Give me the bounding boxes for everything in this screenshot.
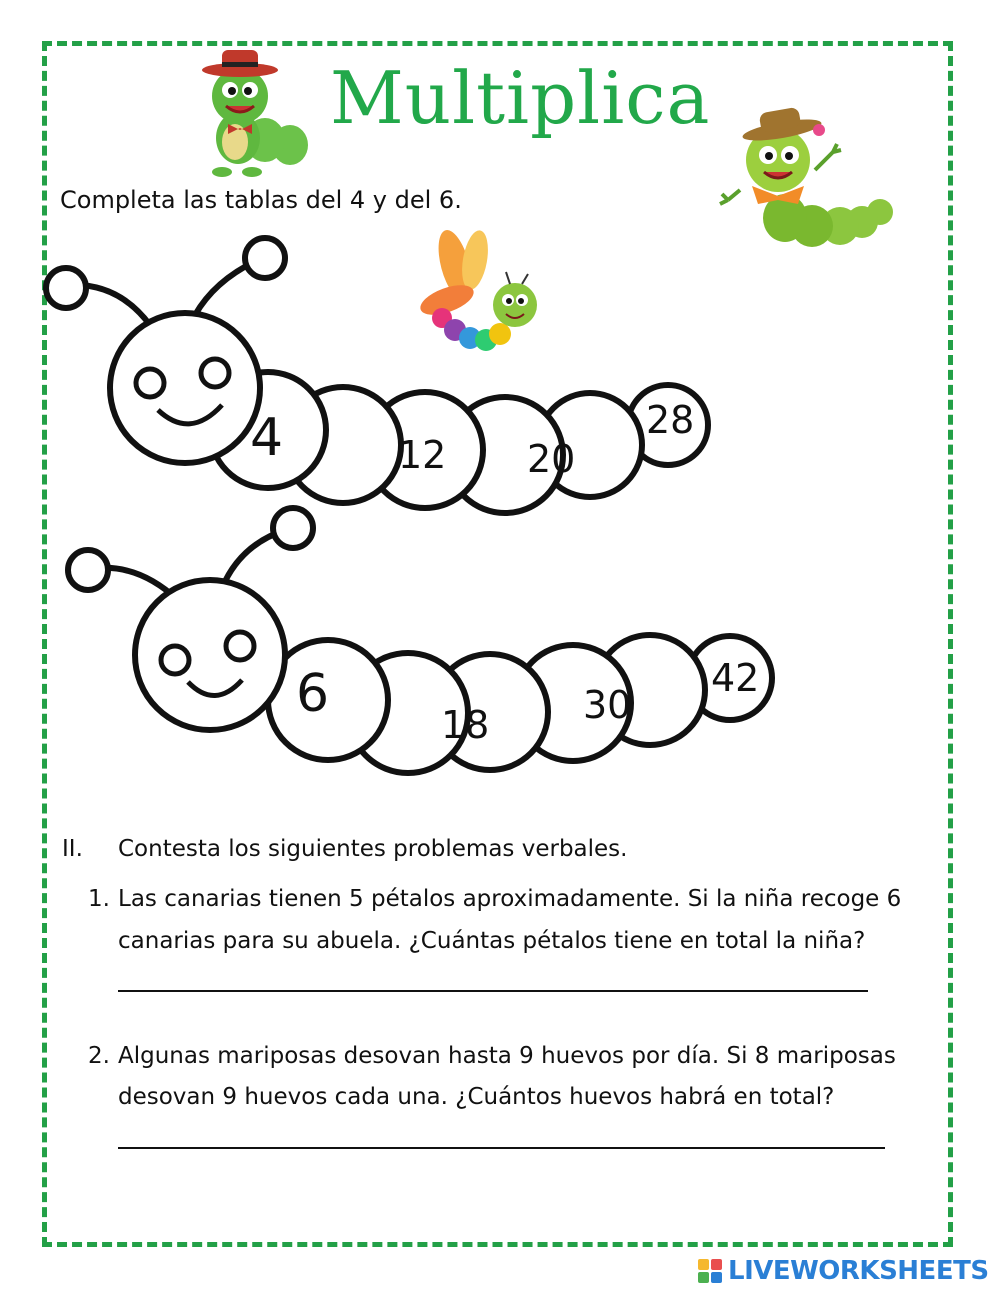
cat6-number-3: 18 (441, 703, 490, 747)
cat6-number-5: 30 (583, 683, 632, 727)
cat6-number-1: 6 (296, 664, 330, 724)
caterpillar-table-4 (46, 238, 708, 513)
problem-2-answer-line[interactable] (118, 1147, 885, 1149)
cat6-number-7: 42 (711, 656, 760, 700)
problem-1-line2: canarias para su abuela. ¿Cuántas pétalos tiene en total la niña? (118, 928, 866, 954)
problem-2-line1: Algunas mariposas desovan hasta 9 huevos por día. Si 8 mariposas (118, 1043, 896, 1069)
problem-1-answer-line[interactable] (118, 990, 868, 992)
cartoon-caterpillar-waving-icon (720, 107, 893, 247)
liveworksheets-logo-icon (698, 1259, 724, 1283)
cat4-number-1: 4 (250, 408, 284, 468)
cartoon-caterpillar-hat-icon (202, 50, 308, 177)
butterfly-caterpillar-icon (417, 227, 537, 351)
problem-2-number: 2. (88, 1043, 110, 1069)
cat4-number-5: 20 (527, 437, 576, 481)
problem-1-number: 1. (88, 886, 110, 912)
problem-2-line2: desovan 9 huevos cada una. ¿Cuántos huevos habrá en total? (118, 1084, 835, 1110)
watermark-text: LIVEWORKSHEETS (728, 1256, 989, 1286)
problem-1-line1: Las canarias tienen 5 pétalos aproximadamente. Si la niña recoge 6 (118, 886, 902, 912)
section-marker: II. (62, 836, 83, 862)
cat4-number-7: 28 (646, 398, 695, 442)
page-title: Multiplica (330, 56, 711, 140)
cat4-number-3: 12 (398, 433, 447, 477)
section-heading: Contesta los siguientes problemas verbales. (118, 836, 628, 862)
caterpillar-table-6 (68, 508, 772, 773)
instruction-text: Completa las tablas del 4 y del 6. (60, 186, 462, 214)
watermark (698, 1256, 989, 1286)
